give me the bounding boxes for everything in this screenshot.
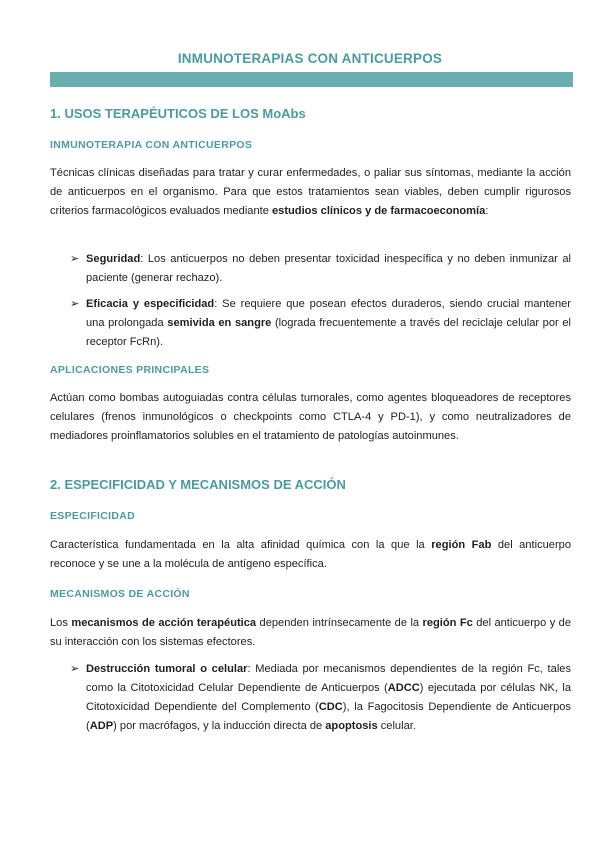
paragraph-text: dependen intrínsecamente de la [256, 617, 423, 629]
arrow-bullet-icon: ➢ [70, 253, 80, 265]
bullet-text: ), la Fagocitosis Dependiente de Anticuerpos ( [86, 701, 571, 732]
page-title: INMUNOTERAPIAS CON ANTICUERPOS [177, 51, 443, 66]
bullet-bold: CDC [318, 701, 343, 713]
bullet-bold: ADCC [387, 682, 420, 694]
title-divider-bar [50, 72, 573, 87]
section-1-heading: 1. USOS TERAPÉUTICOS DE LOS MoAbs [50, 106, 306, 121]
subsection-aplicaciones-heading: APLICACIONES PRINCIPALES [50, 364, 210, 376]
bullet-text: celular. [377, 720, 416, 732]
paragraph-bold: estudios clínicos y de farmacoeconomía [271, 205, 486, 217]
paragraph-bold: región Fab [431, 539, 492, 551]
bullet-bold: semivida en sangre [167, 317, 272, 329]
arrow-bullet-icon: ➢ [70, 663, 80, 675]
paragraph-text: : [485, 205, 489, 217]
especificidad-paragraph [50, 536, 571, 574]
subsection-inmunoterapia-heading: INMUNOTERAPIA CON ANTICUERPOS [50, 139, 253, 151]
paragraph-bold: mecanismos de acción terapéutica [71, 617, 257, 629]
bullet-text: : Mediada por mecanismos dependientes de la región Fc, tales como la Citotoxicidad Celular Dependiente de Anticuerpos ( [86, 663, 571, 694]
arrow-bullet-icon: ➢ [70, 298, 80, 310]
paragraph-text: Técnicas clínicas diseñadas para tratar y curar enfermedades, o paliar sus síntomas, mediante la acción de anticuerpos en el organismo. Para que estos tratamientos sean viables, deben cumplir rigurosos criterios farmacológicos evaluados mediante [50, 167, 571, 217]
mecanismos-paragraph [50, 614, 571, 652]
subsection-especificidad-heading: ESPECIFICIDAD [50, 510, 135, 522]
bullet-bold: Seguridad [86, 253, 141, 265]
paragraph-text: Característica fundamentada en la alta afinidad química con la que la [50, 539, 432, 551]
subsection-mecanismos-heading: MECANISMOS DE ACCIÓN [50, 588, 190, 600]
bullet-text: (lograda frecuentemente a través del reciclaje celular por el receptor FcRn). [86, 317, 571, 348]
bullet-bold: ADP [89, 720, 114, 732]
paragraph-text: Los [50, 617, 72, 629]
bullet-text: : Los anticuerpos no deben presentar toxicidad inespecífica y no deben inmunizar al paciente (generar rechazo). [86, 253, 571, 284]
paragraph-text: del anticuerpo y de su interacción con los sistemas efectores. [50, 617, 572, 648]
bullet-bold: Eficacia y especificidad [86, 298, 215, 310]
bullet-eficacia [70, 295, 571, 352]
bullet-text: ) por macrófagos, y la inducción directa de [113, 720, 326, 732]
aplicaciones-paragraph: Actúan como bombas autoguiadas contra células tumorales, como agentes bloqueadores de receptores celulares (frenos inmunológicos o checkpoints como CTLA-4 y PD-1), y como neutralizadores de mediadores proinflamatorios solubles en el tratamiento de patologías autoinmunes. [50, 392, 571, 442]
bullet-destruccion [70, 660, 571, 736]
paragraph-text: del anticuerpo reconoce y se une a la molécula de antígeno específica. [50, 539, 571, 570]
bullet-seguridad [70, 250, 571, 288]
bullet-text: : Se requiere que posean efectos duraderos, siendo crucial mantener una prolongada [86, 298, 571, 329]
bullet-bold: apoptosis [325, 720, 378, 732]
bullet-text: ) ejecutada por células NK, la Citotoxicidad Dependiente del Complemento ( [86, 682, 571, 713]
section-2-heading: 2. ESPECIFICIDAD Y MECANISMOS DE ACCIÓN [50, 477, 346, 492]
paragraph-bold: región Fc [422, 617, 473, 629]
inmunoterapia-paragraph [50, 164, 571, 221]
bullet-bold: Destrucción tumoral o celular [86, 663, 248, 675]
